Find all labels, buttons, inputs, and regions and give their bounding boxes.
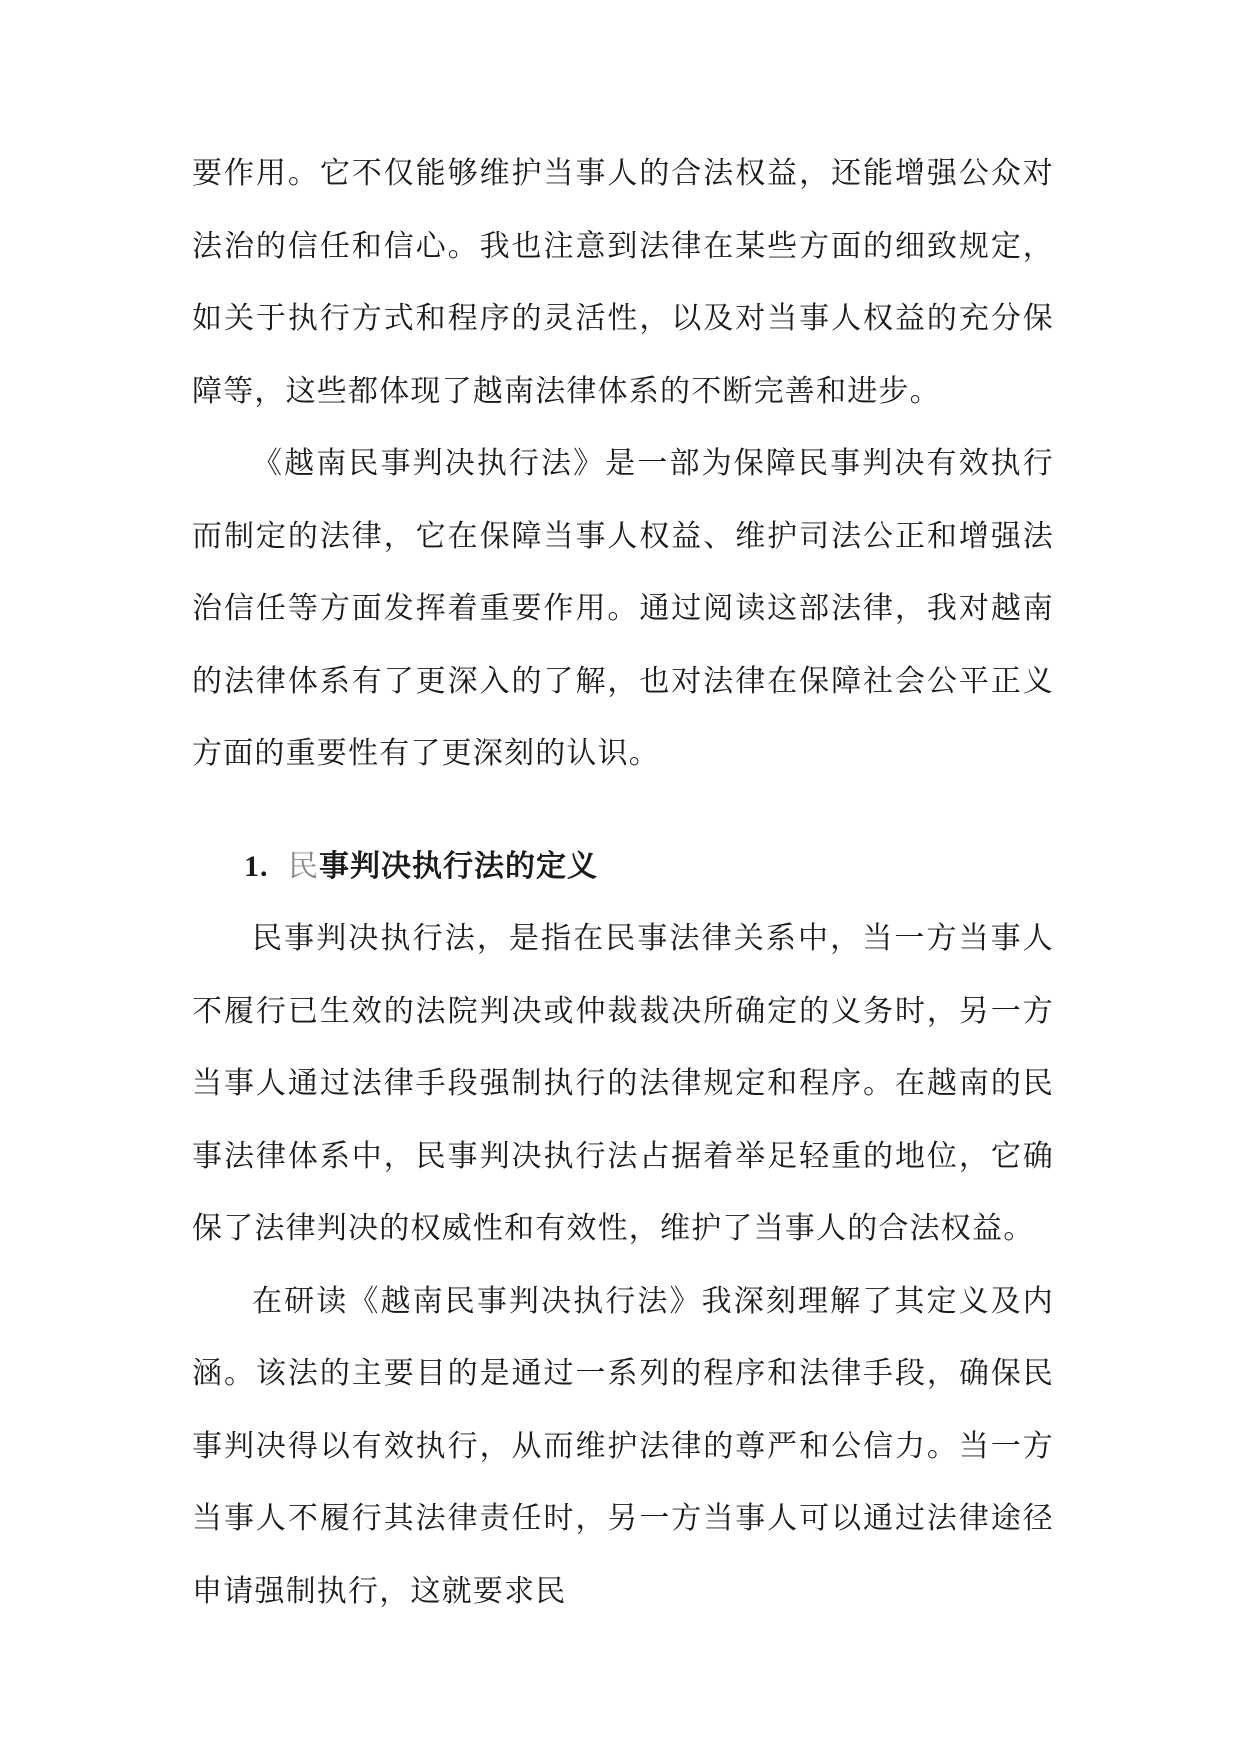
section-number: 1. (244, 849, 269, 883)
paragraph-definition: 民事判决执行法，是指在民事法律关系中，当一方当事人不履行已生效的法院判决或仲裁裁决所确定的义务时，另一方当事人通过法律手段强制执行的法律规定和程序。在越南的民事法律体系中，民事判决执行法占据着举足轻重的地位，它确保了法律判决的权威性和有效性，维护了当事人的合法权益。 (192, 921, 1054, 1246)
section-heading-first-char: 民 (288, 848, 319, 884)
section-heading-text: 事判决执行法的定义 (319, 848, 598, 884)
paragraph-study-notes: 在研读《越南民事判决执行法》我深刻理解了其定义及内涵。该法的主要目的是通过一系列的程序和法律手段，确保民事判决得以有效执行，从而维护法律的尊严和公信力。当一方当事人不履行其法律责任时，另一方当事人可以通过法律途径申请强制执行，这就要求民 (192, 1283, 1054, 1609)
paragraph-continuation: 要作用。它不仅能够维护当事人的合法权益，还能增强公众对法治的信任和信心。我也注意到法律在某些方面的细致规定，如关于执行方式和程序的灵活性，以及对当事人权益的充分保障等，这些都体现了越南法律体系的不断完善和进步。 (192, 156, 1054, 409)
document-page (192, 138, 1054, 1628)
section-heading (192, 831, 1054, 904)
paragraph-law-summary: 《越南民事判决执行法》是一部为保障民事判决有效执行而制定的法律，它在保障当事人权益、维护司法公正和增强法治信任等方面发挥着重要作用。通过阅读这部法律，我对越南的法律体系有了更深入的了解，也对法律在保障社会公平正义方面的重要性有了更深刻的认识。 (192, 446, 1054, 771)
